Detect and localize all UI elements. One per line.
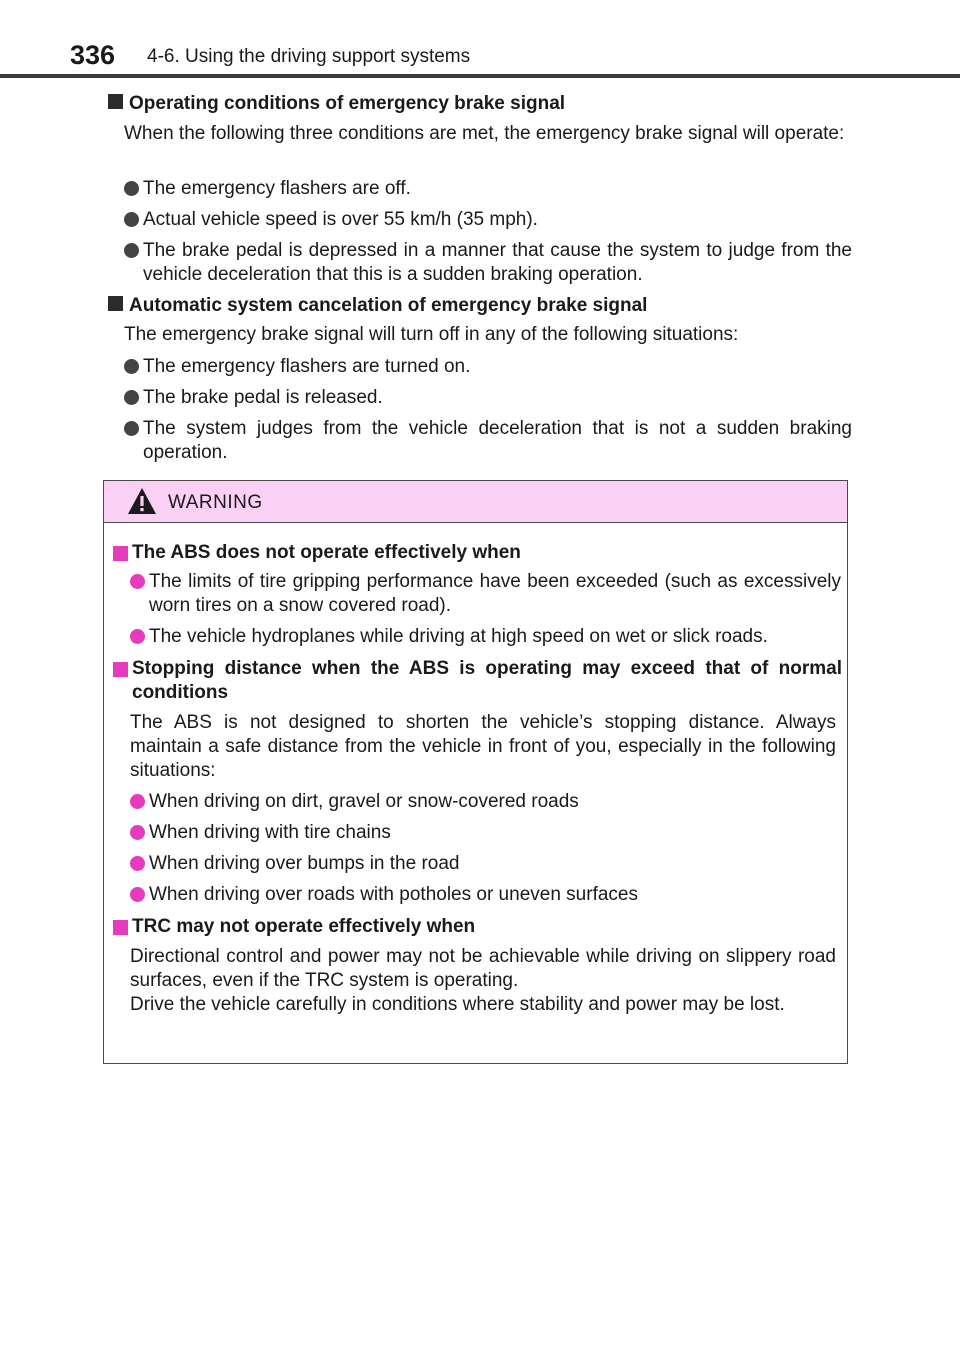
list-item: The brake pedal is released. — [124, 386, 852, 410]
circle-bullet-icon — [124, 181, 139, 196]
section-paragraph: When the following three conditions are met, the emergency brake signal will operate: — [124, 123, 845, 144]
header-divider — [0, 74, 960, 78]
warning-section-heading: Stopping distance when the ABS is operating may exceed that of normal conditions — [112, 657, 842, 705]
circle-bullet-icon — [130, 794, 145, 809]
list-item: When driving with tire chains — [130, 821, 841, 845]
list-item: The brake pedal is depressed in a manner that cause the system to judge from the vehicle deceleration that this is a sudden braking operation. — [124, 239, 852, 287]
warning-box — [103, 480, 848, 1064]
circle-bullet-icon — [124, 359, 139, 374]
square-bullet-icon — [108, 296, 123, 311]
warning-paragraph: The ABS is not designed to shorten the vehicle’s stopping distance. Always maintain a safe distance from the vehicle in front of you, especially in the following situations: — [130, 712, 836, 781]
list-item: Actual vehicle speed is over 55 km/h (35 mph). — [124, 208, 852, 232]
square-bullet-icon — [113, 662, 128, 677]
list-item: When driving on dirt, gravel or snow-covered roads — [130, 790, 841, 814]
page-header — [0, 0, 960, 80]
square-bullet-icon — [113, 546, 128, 561]
list-item: The emergency flashers are off. — [124, 177, 852, 201]
circle-bullet-icon — [130, 574, 145, 589]
square-bullet-icon — [108, 94, 123, 109]
square-bullet-icon — [113, 920, 128, 935]
circle-bullet-icon — [130, 887, 145, 902]
section-heading: Operating conditions of emergency brake signal — [108, 92, 565, 116]
list-item: The vehicle hydroplanes while driving at high speed on wet or slick roads. — [130, 625, 841, 649]
circle-bullet-icon — [130, 629, 145, 644]
warning-section-heading: TRC may not operate effectively when — [112, 915, 842, 939]
circle-bullet-icon — [124, 421, 139, 436]
list-item: When driving over roads with potholes or uneven surfaces — [130, 883, 841, 907]
warning-paragraph: Drive the vehicle carefully in conditions where stability and power may be lost. — [130, 994, 785, 1015]
warning-section-heading: The ABS does not operate effectively when — [112, 541, 842, 565]
section-heading: Automatic system cancelation of emergency brake signal — [108, 294, 647, 318]
warning-paragraph: Directional control and power may not be achievable while driving on slippery road surfaces, even if the TRC system is operating. — [130, 946, 836, 991]
list-item: When driving over bumps in the road — [130, 852, 841, 876]
list-item: The system judges from the vehicle deceleration that is not a sudden braking operation. — [124, 417, 852, 465]
circle-bullet-icon — [130, 856, 145, 871]
list-item: The limits of tire gripping performance have been exceeded (such as excessively worn tires on a snow covered road). — [130, 570, 841, 618]
circle-bullet-icon — [124, 243, 139, 258]
circle-bullet-icon — [124, 390, 139, 405]
warning-title: WARNING — [168, 492, 263, 513]
list-item: The emergency flashers are turned on. — [124, 355, 852, 379]
circle-bullet-icon — [130, 825, 145, 840]
page-number: 336 — [70, 40, 116, 70]
warning-header — [104, 481, 847, 523]
circle-bullet-icon — [124, 212, 139, 227]
section-title: 4-6. Using the driving support systems — [147, 46, 471, 67]
section-paragraph: The emergency brake signal will turn off in any of the following situations: — [124, 324, 739, 345]
warning-triangle-icon — [127, 487, 157, 515]
